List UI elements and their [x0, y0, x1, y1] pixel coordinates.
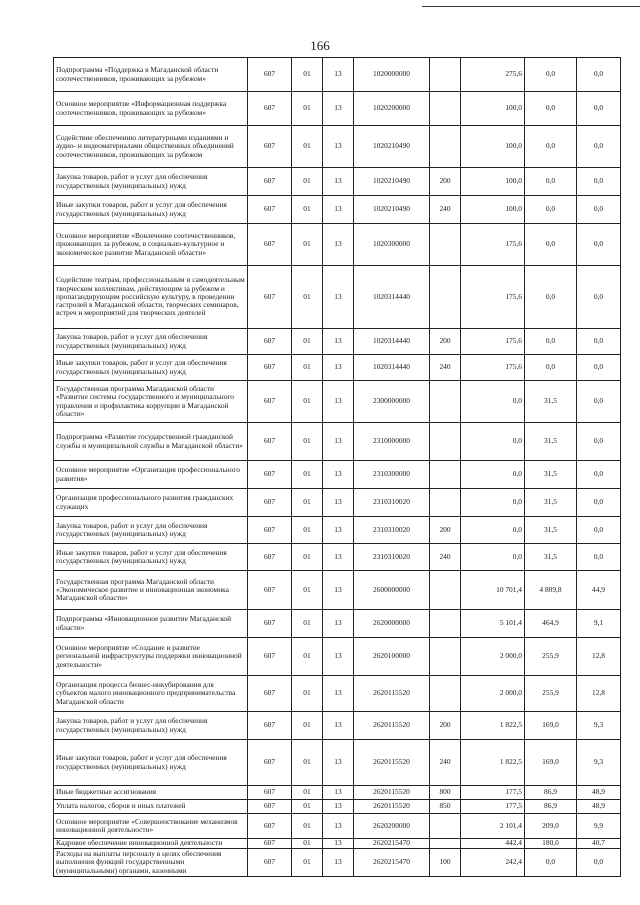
cell-percent: 12,8 [577, 676, 621, 712]
cell-expense-type [430, 461, 461, 489]
cell-section: 01 [292, 676, 323, 712]
table-row [54, 224, 621, 266]
cell-actual: 255,9 [525, 676, 577, 712]
cell-target-article: 2310310020 [354, 517, 430, 544]
cell-target-article: 1020314440 [354, 329, 430, 355]
cell-actual: 86,9 [525, 800, 577, 814]
cell-actual: 31,5 [525, 544, 577, 571]
cell-percent: 9,3 [577, 740, 621, 786]
cell-percent: 0,0 [577, 849, 621, 877]
cell-ved: 607 [248, 224, 292, 266]
cell-percent: 48,9 [577, 800, 621, 814]
table-row [54, 58, 621, 92]
cell-section: 01 [292, 610, 323, 638]
table-row [54, 676, 621, 712]
cell-name: Иные закупки товаров, работ и услуг для обеспечения государственных (муниципальных) нужд [54, 355, 248, 381]
cell-ved: 607 [248, 740, 292, 786]
cell-plan: 175,6 [461, 329, 525, 355]
cell-actual: 31,5 [525, 517, 577, 544]
cell-subsection: 13 [323, 489, 354, 517]
cell-ved: 607 [248, 800, 292, 814]
table-row [54, 461, 621, 489]
cell-section: 01 [292, 329, 323, 355]
cell-subsection: 13 [323, 92, 354, 126]
table-row [54, 92, 621, 126]
cell-section: 01 [292, 381, 323, 423]
table-row [54, 786, 621, 800]
cell-subsection: 13 [323, 355, 354, 381]
cell-name: Подпрограмма «Развитие государственной гражданской службы и муниципальной службы в Магаданской области» [54, 423, 248, 461]
cell-target-article: 2620115520 [354, 676, 430, 712]
cell-percent: 40,7 [577, 839, 621, 849]
cell-expense-type: 200 [430, 517, 461, 544]
cell-expense-type: 200 [430, 168, 461, 196]
header-rule [422, 6, 640, 7]
cell-target-article: 1020210490 [354, 168, 430, 196]
cell-target-article: 2600000000 [354, 571, 430, 610]
cell-percent: 0,0 [577, 168, 621, 196]
cell-expense-type [430, 423, 461, 461]
cell-name: Иные закупки товаров, работ и услуг для обеспечения государственных (муниципальных) нужд [54, 544, 248, 571]
cell-actual: 464,9 [525, 610, 577, 638]
cell-name: Организация профессионального развития гражданских служащих [54, 489, 248, 517]
cell-expense-type [430, 266, 461, 329]
cell-ved: 607 [248, 461, 292, 489]
cell-section: 01 [292, 800, 323, 814]
cell-name: Уплата налогов, сборов и иных платежей [54, 800, 248, 814]
cell-percent: 12,8 [577, 638, 621, 676]
cell-expense-type [430, 571, 461, 610]
cell-target-article: 2620115520 [354, 740, 430, 786]
cell-target-article: 2310300000 [354, 461, 430, 489]
cell-actual: 0,0 [525, 92, 577, 126]
cell-ved: 607 [248, 489, 292, 517]
cell-actual: 0,0 [525, 126, 577, 168]
cell-ved: 607 [248, 168, 292, 196]
cell-name: Иные бюджетные ассигнования [54, 786, 248, 800]
cell-subsection: 13 [323, 849, 354, 877]
cell-ved: 607 [248, 814, 292, 839]
cell-name: Основное мероприятие «Создание и развитие региональной инфраструктуры поддержки инновационной деятельности» [54, 638, 248, 676]
cell-target-article: 2620215470 [354, 839, 430, 849]
cell-name: Содействие театрам, профессиональным и самодеятельным творческим коллективам, действующим за рубежом и пропагандирующим российскую культуру, в проведении гастролей в Магаданской области, творческих семинаров, встреч и мероприятий для творческих деятелей [54, 266, 248, 329]
cell-expense-type [430, 224, 461, 266]
cell-plan: 0,0 [461, 423, 525, 461]
cell-percent: 9,3 [577, 712, 621, 740]
cell-target-article: 1020200000 [354, 92, 430, 126]
cell-actual: 169,0 [525, 712, 577, 740]
cell-subsection: 13 [323, 544, 354, 571]
cell-name: Кадровое обеспечение инновационной деятельности [54, 839, 248, 849]
cell-plan: 442,4 [461, 839, 525, 849]
budget-table [53, 57, 621, 877]
cell-expense-type: 240 [430, 355, 461, 381]
cell-section: 01 [292, 638, 323, 676]
cell-name: Закупка товаров, работ и услуг для обеспечения государственных (муниципальных) нужд [54, 329, 248, 355]
cell-actual: 209,0 [525, 814, 577, 839]
table-row [54, 381, 621, 423]
cell-name: Закупка товаров, работ и услуг для обеспечения государственных (муниципальных) нужд [54, 517, 248, 544]
cell-percent: 0,0 [577, 224, 621, 266]
cell-percent: 0,0 [577, 355, 621, 381]
cell-actual: 0,0 [525, 266, 577, 329]
cell-percent: 0,0 [577, 489, 621, 517]
cell-actual: 255,9 [525, 638, 577, 676]
cell-ved: 607 [248, 544, 292, 571]
cell-name: Основное мероприятие «Совершенствование механизмов инновационной деятельности» [54, 814, 248, 839]
cell-section: 01 [292, 489, 323, 517]
cell-name: Организация процесса бизнес-инкубирования для субъектов малого инновационного предпринимательства Магаданской области [54, 676, 248, 712]
cell-expense-type [430, 489, 461, 517]
cell-plan: 0,0 [461, 517, 525, 544]
cell-ved: 607 [248, 786, 292, 800]
cell-section: 01 [292, 839, 323, 849]
cell-expense-type [430, 814, 461, 839]
cell-plan: 2 000,0 [461, 676, 525, 712]
cell-name: Закупка товаров, работ и услуг для обеспечения государственных (муниципальных) нужд [54, 168, 248, 196]
cell-name: Основное мероприятие «Информационная поддержка соотечественников, проживающих за рубежом» [54, 92, 248, 126]
cell-subsection: 13 [323, 423, 354, 461]
cell-subsection: 13 [323, 266, 354, 329]
cell-subsection: 13 [323, 329, 354, 355]
cell-ved: 607 [248, 196, 292, 224]
cell-target-article: 2620115520 [354, 786, 430, 800]
cell-expense-type [430, 610, 461, 638]
table-row [54, 266, 621, 329]
cell-expense-type: 240 [430, 544, 461, 571]
cell-actual: 4 809,8 [525, 571, 577, 610]
table-row [54, 610, 621, 638]
table-row [54, 517, 621, 544]
cell-plan: 0,0 [461, 544, 525, 571]
cell-percent: 44,9 [577, 571, 621, 610]
cell-ved: 607 [248, 638, 292, 676]
cell-name: Содействие обеспечению литературными изданиями и аудио- и видеоматериалами общественных объединений соотечественников, проживающих за рубежом [54, 126, 248, 168]
cell-percent: 0,0 [577, 266, 621, 329]
cell-percent: 0,0 [577, 58, 621, 92]
table-row [54, 638, 621, 676]
cell-actual: 31,5 [525, 423, 577, 461]
cell-subsection: 13 [323, 814, 354, 839]
cell-section: 01 [292, 517, 323, 544]
cell-actual: 180,0 [525, 839, 577, 849]
cell-ved: 607 [248, 517, 292, 544]
cell-subsection: 13 [323, 610, 354, 638]
cell-name: Иные закупки товаров, работ и услуг для обеспечения государственных (муниципальных) нужд [54, 196, 248, 224]
cell-plan: 10 701,4 [461, 571, 525, 610]
cell-target-article: 1020300000 [354, 224, 430, 266]
table-row [54, 712, 621, 740]
cell-ved: 607 [248, 92, 292, 126]
cell-ved: 607 [248, 381, 292, 423]
cell-ved: 607 [248, 849, 292, 877]
cell-name: Подпрограмма «Поддержка в Магаданской области соотечественников, проживающих за рубежом» [54, 58, 248, 92]
cell-subsection: 13 [323, 676, 354, 712]
cell-target-article: 2620115520 [354, 800, 430, 814]
cell-plan: 175,6 [461, 224, 525, 266]
cell-actual: 31,5 [525, 461, 577, 489]
cell-plan: 242,4 [461, 849, 525, 877]
cell-plan: 275,6 [461, 58, 525, 92]
cell-section: 01 [292, 712, 323, 740]
cell-ved: 607 [248, 266, 292, 329]
cell-plan: 100,0 [461, 126, 525, 168]
cell-expense-type: 240 [430, 196, 461, 224]
table-row [54, 126, 621, 168]
cell-expense-type: 200 [430, 712, 461, 740]
cell-ved: 607 [248, 571, 292, 610]
cell-section: 01 [292, 266, 323, 329]
cell-section: 01 [292, 571, 323, 610]
table-row [54, 329, 621, 355]
cell-plan: 175,6 [461, 355, 525, 381]
cell-percent: 0,0 [577, 126, 621, 168]
cell-target-article: 2620200000 [354, 814, 430, 839]
cell-section: 01 [292, 423, 323, 461]
cell-percent: 9,9 [577, 814, 621, 839]
cell-plan: 175,6 [461, 266, 525, 329]
cell-plan: 2 000,0 [461, 638, 525, 676]
cell-expense-type [430, 839, 461, 849]
cell-plan: 5 101,4 [461, 610, 525, 638]
cell-ved: 607 [248, 355, 292, 381]
cell-subsection: 13 [323, 168, 354, 196]
cell-expense-type [430, 58, 461, 92]
cell-ved: 607 [248, 423, 292, 461]
cell-subsection: 13 [323, 800, 354, 814]
cell-percent: 0,0 [577, 517, 621, 544]
cell-subsection: 13 [323, 571, 354, 610]
cell-ved: 607 [248, 676, 292, 712]
table-row [54, 839, 621, 849]
cell-actual: 0,0 [525, 196, 577, 224]
cell-name: Подпрограмма «Инновационное развитие Магаданской области» [54, 610, 248, 638]
cell-target-article: 1020000000 [354, 58, 430, 92]
cell-actual: 31,5 [525, 489, 577, 517]
cell-target-article: 1020314440 [354, 266, 430, 329]
cell-subsection: 13 [323, 740, 354, 786]
cell-percent: 0,0 [577, 329, 621, 355]
cell-subsection: 13 [323, 196, 354, 224]
cell-section: 01 [292, 461, 323, 489]
cell-target-article: 1020210490 [354, 196, 430, 224]
cell-actual: 86,9 [525, 786, 577, 800]
cell-plan: 100,0 [461, 168, 525, 196]
cell-section: 01 [292, 224, 323, 266]
cell-target-article: 1020314440 [354, 355, 430, 381]
cell-name: Основное мероприятие «Вовлечение соотечественников, проживающих за рубежом, в социально-культурное и экономическое развитие Магаданской области» [54, 224, 248, 266]
table-row [54, 849, 621, 877]
cell-section: 01 [292, 786, 323, 800]
cell-expense-type: 100 [430, 849, 461, 877]
cell-plan: 0,0 [461, 489, 525, 517]
cell-ved: 607 [248, 126, 292, 168]
cell-expense-type [430, 126, 461, 168]
cell-section: 01 [292, 740, 323, 786]
cell-name: Закупка товаров, работ и услуг для обеспечения государственных (муниципальных) нужд [54, 712, 248, 740]
cell-plan: 0,0 [461, 381, 525, 423]
cell-plan: 177,5 [461, 786, 525, 800]
cell-subsection: 13 [323, 712, 354, 740]
cell-ved: 607 [248, 329, 292, 355]
cell-percent: 0,0 [577, 461, 621, 489]
cell-name: Государственная программа Магаданской области «Экономическое развитие и инновационная экономика Магаданской области» [54, 571, 248, 610]
cell-expense-type [430, 381, 461, 423]
cell-plan: 177,5 [461, 800, 525, 814]
table-row [54, 196, 621, 224]
cell-ved: 607 [248, 712, 292, 740]
cell-subsection: 13 [323, 381, 354, 423]
cell-expense-type: 800 [430, 786, 461, 800]
cell-section: 01 [292, 196, 323, 224]
cell-name: Государственная программа Магаданской области «Развитие системы государственного и муниципального управления и профилактика коррупции в Магаданской области» [54, 381, 248, 423]
cell-subsection: 13 [323, 58, 354, 92]
cell-actual: 0,0 [525, 168, 577, 196]
cell-section: 01 [292, 58, 323, 92]
page-number: 166 [310, 38, 330, 53]
cell-section: 01 [292, 814, 323, 839]
cell-section: 01 [292, 126, 323, 168]
cell-section: 01 [292, 168, 323, 196]
cell-percent: 0,0 [577, 423, 621, 461]
cell-subsection: 13 [323, 126, 354, 168]
cell-plan: 2 101,4 [461, 814, 525, 839]
cell-actual: 169,0 [525, 740, 577, 786]
cell-name: Иные закупки товаров, работ и услуг для обеспечения государственных (муниципальных) нужд [54, 740, 248, 786]
cell-target-article: 2620115520 [354, 712, 430, 740]
cell-actual: 0,0 [525, 58, 577, 92]
cell-percent: 0,0 [577, 196, 621, 224]
cell-expense-type: 850 [430, 800, 461, 814]
cell-percent: 48,9 [577, 786, 621, 800]
cell-actual: 0,0 [525, 224, 577, 266]
table-row [54, 544, 621, 571]
cell-target-article: 2310000000 [354, 423, 430, 461]
cell-percent: 0,0 [577, 92, 621, 126]
cell-section: 01 [292, 849, 323, 877]
cell-plan: 1 822,5 [461, 740, 525, 786]
cell-plan: 1 822,5 [461, 712, 525, 740]
table-row [54, 168, 621, 196]
cell-subsection: 13 [323, 839, 354, 849]
cell-percent: 9,1 [577, 610, 621, 638]
cell-actual: 0,0 [525, 329, 577, 355]
cell-target-article: 1020210490 [354, 126, 430, 168]
cell-subsection: 13 [323, 224, 354, 266]
cell-subsection: 13 [323, 786, 354, 800]
table-row [54, 740, 621, 786]
cell-expense-type [430, 676, 461, 712]
cell-expense-type: 200 [430, 329, 461, 355]
table-row [54, 814, 621, 839]
table-row [54, 489, 621, 517]
cell-expense-type: 240 [430, 740, 461, 786]
cell-target-article: 2310310020 [354, 544, 430, 571]
cell-percent: 0,0 [577, 381, 621, 423]
cell-target-article: 2300000000 [354, 381, 430, 423]
cell-section: 01 [292, 355, 323, 381]
cell-actual: 31,5 [525, 381, 577, 423]
cell-percent: 0,0 [577, 544, 621, 571]
table-row [54, 423, 621, 461]
table-row [54, 571, 621, 610]
cell-actual: 0,0 [525, 849, 577, 877]
cell-ved: 607 [248, 839, 292, 849]
table-row [54, 355, 621, 381]
cell-target-article: 2620215470 [354, 849, 430, 877]
cell-name: Расходы на выплаты персоналу в целях обеспечения выполнения функций государственными (муниципальными) органами, казенными [54, 849, 248, 877]
cell-section: 01 [292, 92, 323, 126]
cell-target-article: 2620000000 [354, 610, 430, 638]
cell-target-article: 2310310020 [354, 489, 430, 517]
cell-subsection: 13 [323, 461, 354, 489]
cell-plan: 100,0 [461, 92, 525, 126]
cell-expense-type [430, 92, 461, 126]
cell-expense-type [430, 638, 461, 676]
cell-section: 01 [292, 544, 323, 571]
cell-actual: 0,0 [525, 355, 577, 381]
cell-ved: 607 [248, 58, 292, 92]
cell-name: Основное мероприятие «Организация профессионального развития» [54, 461, 248, 489]
table-row [54, 800, 621, 814]
table-body [54, 58, 621, 877]
cell-plan: 0,0 [461, 461, 525, 489]
cell-target-article: 2620100000 [354, 638, 430, 676]
cell-ved: 607 [248, 610, 292, 638]
cell-subsection: 13 [323, 517, 354, 544]
cell-subsection: 13 [323, 638, 354, 676]
cell-plan: 100,0 [461, 196, 525, 224]
